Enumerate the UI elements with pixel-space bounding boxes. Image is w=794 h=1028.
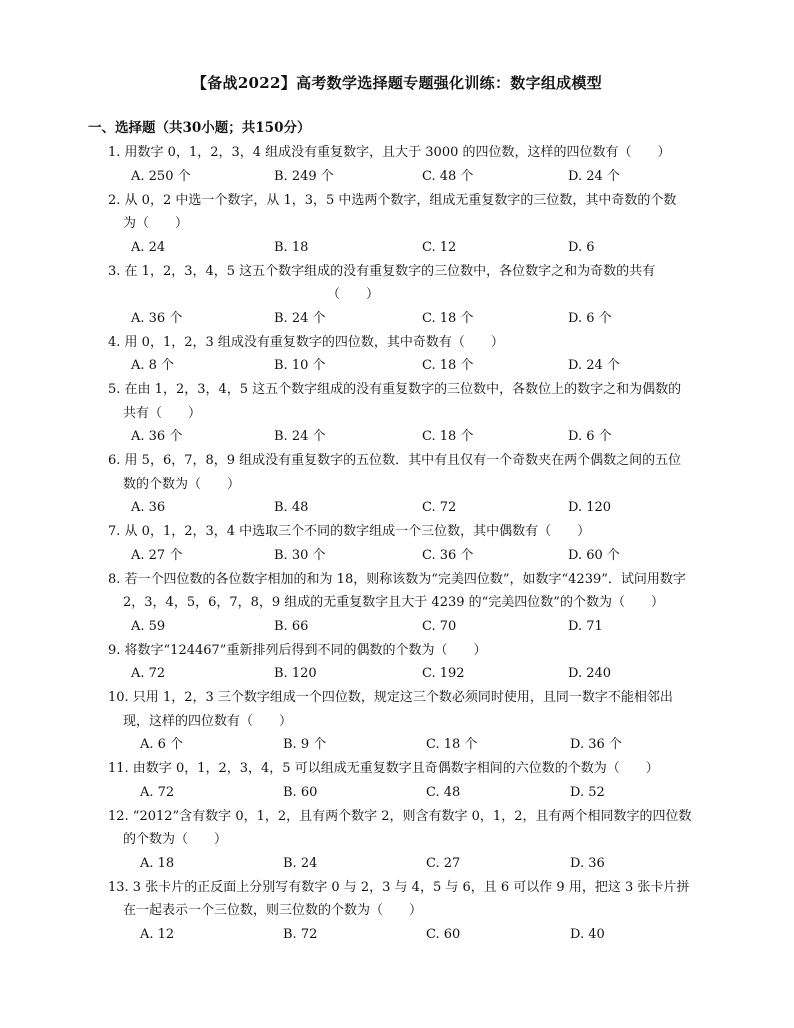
question-13 [108,876,708,947]
option-a[interactable]: A. 6 个 [140,737,184,752]
option-d[interactable]: D. 40 [570,926,605,942]
option-b[interactable]: B. 48 [274,500,309,515]
answer-options [108,165,708,189]
question-stem-continued: 共有（ ） [123,405,202,421]
option-d[interactable]: D. 36 [570,855,605,871]
option-d[interactable]: D. 120 [568,500,612,515]
option-a[interactable]: A. 18 [140,855,175,871]
option-a[interactable]: A. 36 [131,500,166,515]
answer-options [108,781,708,805]
option-c[interactable]: C. 72 [422,500,457,515]
option-c[interactable]: C. 12 [422,239,457,255]
question-stem-continued: （ ） [326,287,379,302]
question-stem: 7. 从 0，1，2，3，4 中选取三个不同的数字组成一个三位数，其中偶数有（ ） [108,524,591,539]
option-c[interactable]: C. 70 [422,618,457,634]
question-3 [108,260,708,331]
question-stem: 9. 将数字“124467”重新排列后得到不同的偶数的个数为（ ） [108,642,487,658]
option-d[interactable]: D. 6 [568,239,595,255]
option-b[interactable]: B. 18 [274,239,309,255]
option-b[interactable]: B. 60 [283,784,318,800]
question-4 [108,331,708,379]
question-stem: 5. 在由 1，2，3，4，5 这五个数字组成的没有重复数字的三位数中，各数位上的数字之和为偶数的 [108,382,682,397]
option-c[interactable]: C. 18 个 [422,429,474,444]
question-list [0,141,794,947]
option-c[interactable]: C. 36 个 [422,547,474,563]
option-b[interactable]: B. 120 [274,666,317,681]
option-d[interactable]: D. 24 个 [568,168,620,184]
option-a[interactable]: A. 12 [140,926,175,942]
question-stem: 4. 用 0，1，2，3 组成没有重复数字的四位数，其中奇数有（ ） [108,334,504,350]
question-stem-continued: 的个数为（ ） [123,832,228,847]
option-a[interactable]: A. 72 [140,784,175,800]
question-stem: 10. 只用 1，2，3 三个数字组成一个四位数，规定这三个数必须同时使用，且同一数字不能相邻出 [108,690,673,705]
option-d[interactable]: D. 36 个 [570,737,622,752]
question-stem: 1. 用数字 0，1，2，3，4 组成没有重复数字，且大于 3000 的四位数，这样的四位数有（ ） [108,145,671,160]
question-stem-continued: 在一起表示一个三位数，则三位数的个数为（ ） [123,903,423,918]
question-1 [108,141,708,189]
option-b[interactable]: B. 72 [283,926,318,942]
option-b[interactable]: B. 66 [274,618,309,634]
option-b[interactable]: B. 30 个 [274,547,326,563]
option-c[interactable]: C. 18 个 [422,358,474,373]
answer-options [108,733,708,757]
question-stem: 3. 在 1，2，3，4，5 这五个数字组成的没有重复数字的三位数中，各位数字之和为奇数的共有 [108,263,656,279]
answer-options [108,662,708,686]
option-a[interactable]: A. 8 个 [131,358,175,373]
option-a[interactable]: A. 72 [131,666,166,681]
question-stem: 11. 由数字 0，1，2，3，4，5 可以组成无重复数字且奇偶数字相间的六位数的个数为（ ） [108,761,659,776]
option-a[interactable]: A. 59 [131,618,166,634]
question-11 [108,757,708,805]
option-c[interactable]: C. 48 [426,784,461,800]
option-c[interactable]: C. 48 个 [422,168,474,184]
answer-options [108,852,708,876]
question-9 [108,639,708,687]
question-8 [108,568,708,639]
answer-options [108,236,708,260]
option-d[interactable]: D. 6 个 [568,429,612,444]
question-2 [108,189,708,260]
question-stem: 8. 若一个四位数的各位数字相加的和为 18，则称该数为“完美四位数”，如数字“4239”．试问用数字 [108,571,686,587]
answer-options [108,923,708,947]
option-a[interactable]: A. 24 [131,239,166,255]
question-stem-continued: 2，3，4，5，6，7，8，9 组成的无重复数字且大于 4239 的“完美四位数”的个数为（ ） [123,595,664,610]
question-12 [108,805,708,876]
question-stem-continued: 为（ ） [123,216,189,231]
option-c[interactable]: C. 192 [422,666,465,681]
question-stem: 13. 3 张卡片的正反面上分别写有数字 0 与 2，3 与 4，5 与 6，且 6 可以作 9 用，把这 3 张卡片拼 [108,879,690,895]
option-a[interactable]: A. 36 个 [131,429,183,444]
answer-options [108,615,708,639]
option-b[interactable]: B. 249 个 [274,168,334,184]
option-d[interactable]: D. 24 个 [568,358,620,373]
question-10 [108,686,708,757]
option-c[interactable]: C. 18 个 [422,310,474,326]
question-stem: 6. 用 5，6，7，8，9 组成没有重复数字的五位数．其中有且仅有一个奇数夹在两个偶数之间的五位 [108,453,682,468]
question-stem: 2. 从 0，2 中选一个数字，从 1，3，5 中选两个数字，组成无重复数字的三位数，其中奇数的个数 [108,192,677,208]
option-b[interactable]: B. 24 个 [274,429,326,444]
option-d[interactable]: D. 6 个 [568,310,612,326]
question-stem-continued: 数的个数为（ ） [123,476,241,492]
section-heading: 一、选择题（共30小题；共150分） [88,120,311,136]
question-5 [108,378,708,449]
option-c[interactable]: C. 18 个 [426,737,478,752]
option-b[interactable]: B. 9 个 [283,737,327,752]
option-a[interactable]: A. 36 个 [131,310,183,326]
option-c[interactable]: C. 60 [426,926,461,942]
question-6 [108,449,708,520]
answer-options [108,307,708,331]
answer-options [108,425,708,449]
answer-options [108,544,708,568]
option-b[interactable]: B. 24 [283,855,318,871]
option-d[interactable]: D. 240 [568,666,612,681]
option-a[interactable]: A. 250 个 [131,168,191,184]
option-c[interactable]: C. 27 [426,855,461,871]
option-b[interactable]: B. 10 个 [274,358,326,373]
option-d[interactable]: D. 60 个 [568,547,620,563]
option-d[interactable]: D. 71 [568,618,603,634]
question-stem: 12. “2012”含有数字 0，1，2，且有两个数字 2，则含有数字 0，1，2，且有两个相同数字的四位数 [108,808,692,824]
option-a[interactable]: A. 27 个 [131,547,183,563]
option-d[interactable]: D. 52 [570,784,605,800]
option-b[interactable]: B. 24 个 [274,310,326,326]
question-7 [108,520,708,568]
answer-options [108,354,708,378]
page-title: 【备战2022】高考数学选择题专题强化训练：数字组成模型 [191,74,603,92]
question-stem-continued: 现，这样的四位数有（ ） [123,713,293,729]
answer-options [108,496,708,520]
